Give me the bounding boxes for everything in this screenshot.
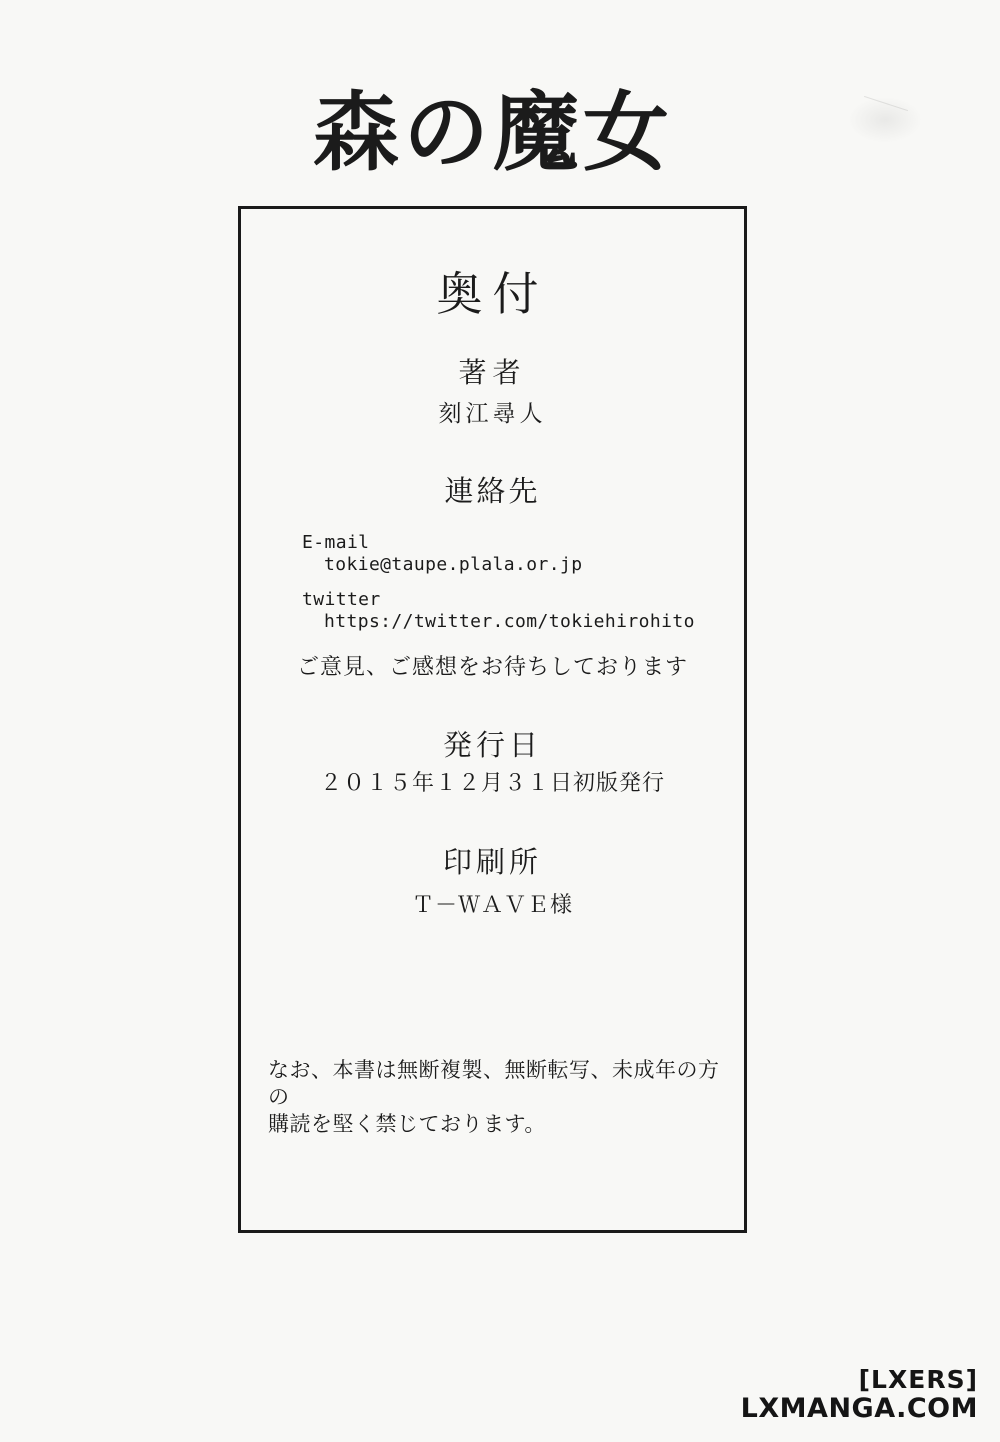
author-label: 著者: [458, 356, 527, 389]
notice-line-1: なお、本書は無断複製、無断転写、未成年の方の: [268, 1058, 720, 1109]
feedback-note: ご意見、ご感想をお待ちしております: [296, 655, 688, 680]
email-address: tokie@taupe.plala.or.jp: [324, 554, 583, 575]
book-title: 森の魔女: [313, 83, 673, 183]
publish-date-value: ２０１５年１２月３１日初版発行: [319, 771, 665, 796]
publish-date-label: 発行日: [442, 728, 542, 762]
reproduction-notice: [268, 1057, 734, 1138]
watermark-group-name: [LXERS]: [858, 1365, 978, 1394]
twitter-url: https://twitter.com/tokiehirohito: [324, 611, 695, 632]
email-label: E-mail: [302, 532, 370, 553]
notice-line-2: 購読を堅く禁じております。: [268, 1112, 546, 1136]
scan-artifact: [845, 95, 925, 145]
author-name: 刻江尋人: [438, 401, 547, 427]
colophon-box: [238, 206, 747, 1233]
watermark-site-name: LXMANGA.COM: [740, 1393, 978, 1424]
printer-label: 印刷所: [442, 845, 542, 879]
twitter-label: twitter: [302, 589, 381, 610]
printer-name: Ｔ－ＷＡＶＥ様: [411, 893, 573, 918]
colophon-heading: 奥付: [436, 267, 549, 321]
watermark: [741, 1366, 978, 1424]
contact-label: 連絡先: [444, 474, 541, 508]
